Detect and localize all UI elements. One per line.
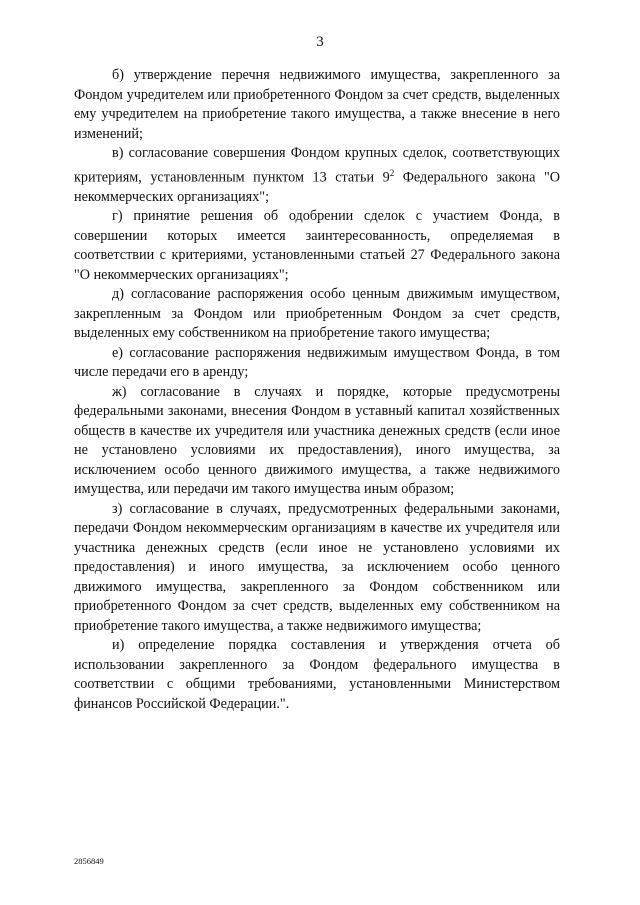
paragraph-z-text: з) согласование в случаях, предусмотренных федеральными законами, передачи Фондом некоммерческим организациям в качестве их учредителя или участника денежных средств (если иное не установлено условиями их предоставления) и иного имущества, за исключением особо ценного движимого имущества, закрепленного за Фондом собственником или приобретенного Фондом за счет средств, выделенных ему собственником на приобретение такого имущества, а также недвижимого имущества; — [74, 500, 560, 634]
paragraph-b-text: б) утверждение перечня недвижимого имущества, закрепленного за Фондом учредителем или приобретенного Фондом за счет средств, выделенных ему учредителем на приобретение такого имущества, а также внесение в него изменений; — [74, 67, 560, 142]
document-code: 2856849 — [74, 856, 104, 866]
paragraph-b — [74, 66, 560, 144]
paragraph-zh-text: ж) согласование в случаях и порядке, которые предусмотрены федеральными законами, внесения Фондом в уставный капитал хозяйственных обществ в качестве их учредителя или участника денежных средств (если иное не установлено условиями их предоставления), иного имущества, за исключением особо ценного движимого имущества, а также недвижимого имущества, или передачи им такого имущества иным образом; — [74, 383, 560, 498]
paragraph-v-superscript: 2 — [389, 167, 395, 178]
paragraph-g-text: г) принятие решения об одобрении сделок с участием Фонда, в совершении которых имеется заинтересованность, определяемая в соответствии с критериями, установленными статьей 27 Федерального закона "О некоммерческих организациях"; — [74, 208, 560, 283]
paragraph-v-text: в) согласование совершения Фондом крупных сделок, соответствующих критериям, установленным пунктом 13 статьи 9 — [74, 145, 560, 186]
document-body — [74, 66, 560, 714]
paragraph-zh — [74, 383, 560, 500]
paragraph-v — [74, 144, 560, 207]
paragraph-g — [74, 207, 560, 285]
paragraph-i-text: и) определение порядка составления и утверждения отчета об использовании закрепленного за Фондом федерального имущества в соответствии с общими требованиями, установленными Министерством финансов Российской Федерации.". — [74, 637, 560, 712]
paragraph-d — [74, 285, 560, 344]
page-number: 3 — [316, 34, 324, 50]
paragraph-d-text: д) согласование распоряжения особо ценным движимым имуществом, закрепленным за Фондом или приобретенным Фондом за счет средств, выделенных ему собственником на приобретение такого имущества; — [74, 286, 560, 342]
paragraph-v-tail: Федерального закона "О некоммерческих организациях"; — [74, 169, 560, 205]
paragraph-z — [74, 500, 560, 637]
paragraph-e — [74, 344, 560, 383]
paragraph-i — [74, 636, 560, 714]
paragraph-e-text: е) согласование распоряжения недвижимым имуществом Фонда, в том числе передачи его в аренду; — [74, 344, 560, 381]
